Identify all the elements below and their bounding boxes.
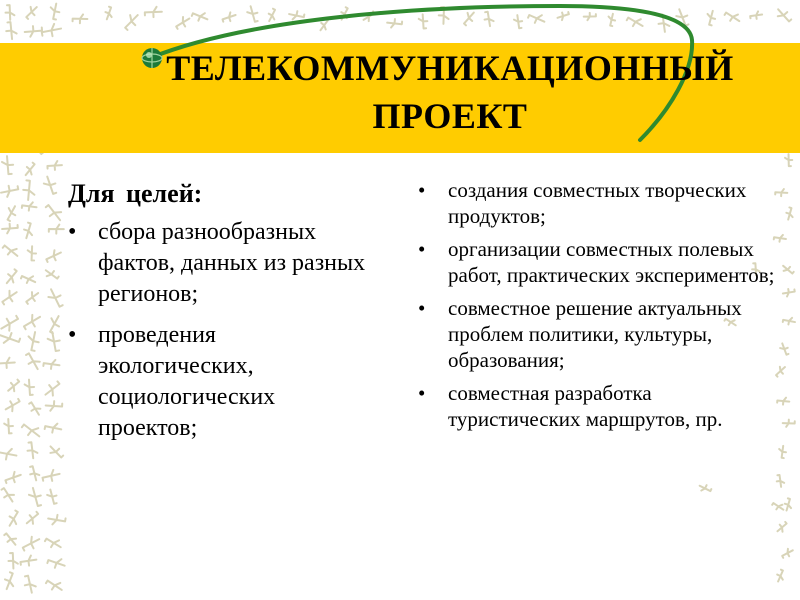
list-item (68, 320, 368, 444)
list-item-text: совместная разработка туристических маршрутов, пр. (448, 381, 723, 431)
list-item-text: совместное решение актуальных проблем политики, культуры, образования; (448, 296, 742, 372)
title-line-1: ТЕЛЕКОММУНИКАЦИОННЫЙ (166, 48, 734, 88)
list-item (68, 217, 368, 310)
list-item (418, 177, 788, 229)
list-item-text: создания совместных творческих продуктов; (448, 178, 747, 228)
title-line-2: ПРОЕКТ (372, 96, 528, 136)
left-list (68, 217, 368, 444)
bullet-icon: • (68, 322, 77, 348)
list-item (418, 295, 788, 373)
list-item-text: сбора разнообразных фактов, данных из разных регионов; (98, 219, 366, 307)
left-column (68, 178, 368, 454)
left-heading: Для целей: (68, 179, 203, 208)
page-title (120, 44, 780, 140)
list-item (418, 236, 788, 288)
bullet-icon: • (418, 381, 426, 405)
list-item-text: проведения экологических, социологических проектов; (98, 322, 276, 441)
right-list (418, 177, 788, 432)
list-item (418, 380, 788, 432)
list-item-text: организации совместных полевых работ, практических экспериментов; (448, 237, 775, 287)
bullet-icon: • (418, 296, 426, 320)
right-column (418, 177, 788, 439)
bullet-icon: • (68, 219, 77, 245)
bullet-icon: • (418, 237, 426, 261)
bullet-icon: • (418, 178, 426, 202)
